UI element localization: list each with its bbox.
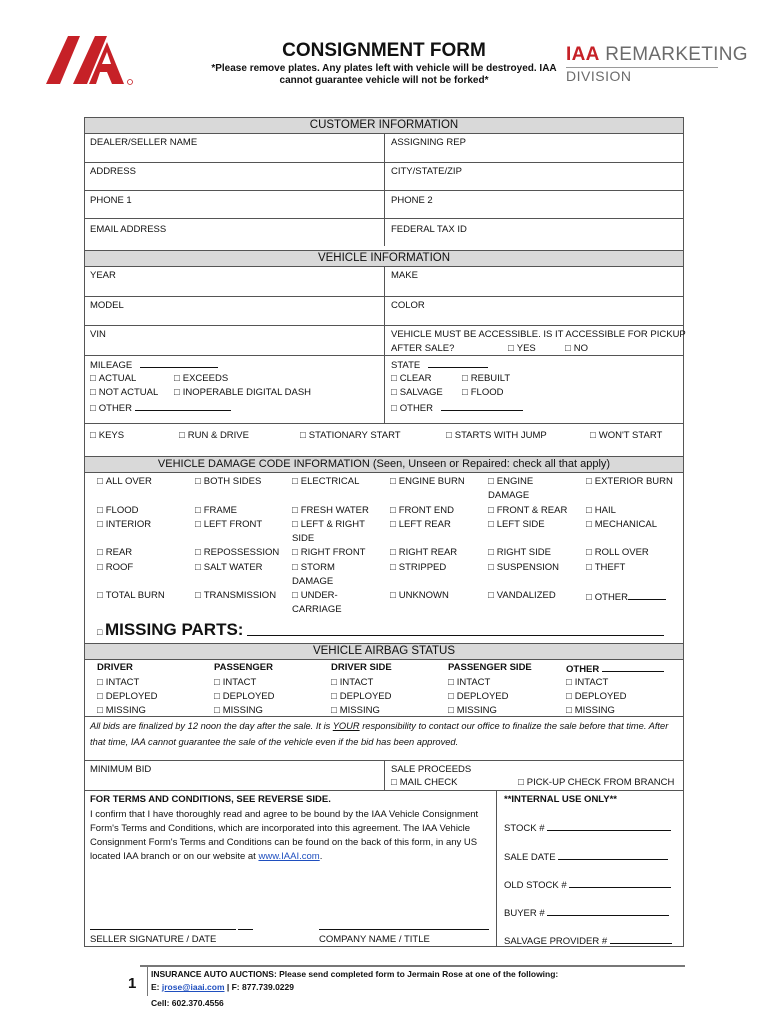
damage-roof[interactable]: □ ROOF bbox=[97, 562, 133, 574]
contact-email-link[interactable]: jrose@iaai.com bbox=[161, 982, 225, 992]
damage-other[interactable]: □ OTHER bbox=[586, 590, 666, 604]
damage-transmission[interactable]: □ TRANSMISSION bbox=[195, 590, 276, 602]
minimum-bid-field[interactable]: MINIMUM BID bbox=[90, 764, 152, 775]
dealer-name-field[interactable]: DEALER/SELLER NAME bbox=[90, 137, 198, 148]
terms-body: I confirm that I have thoroughly read and agree to be bound by the IAA Vehicle Consignment Form's Terms and Conditions, which are incorporated into this agreement. The IAA Vehicle Consignment Form's Terms and Conditions can be found on the back of this form, in any US located IAA branch or on our website at www.IAAI.com. bbox=[90, 809, 479, 862]
damage-unknown[interactable]: □ UNKNOWN bbox=[390, 590, 449, 602]
make-field[interactable]: MAKE bbox=[391, 270, 418, 281]
phone2-field[interactable]: PHONE 2 bbox=[391, 195, 433, 206]
internal-use-heading: **INTERNAL USE ONLY** bbox=[504, 794, 617, 805]
title-salvage-checkbox[interactable]: □ SALVAGE bbox=[391, 387, 443, 399]
missing-parts-line bbox=[247, 635, 664, 636]
damage-right-rear[interactable]: □ RIGHT REAR bbox=[390, 547, 457, 559]
airbag-section-heading: VEHICLE AIRBAG STATUS bbox=[84, 643, 684, 660]
airbag-col-passenger-side: PASSENGER SIDE bbox=[448, 662, 532, 673]
sale-date-field[interactable]: SALE DATE bbox=[504, 850, 668, 864]
form-title: CONSIGNMENT FORM bbox=[282, 40, 486, 61]
form-subtitle: *Please remove plates. Any plates left with vehicle will be destroyed. IAA cannot guarantee vehicle will not be forked* bbox=[211, 63, 557, 86]
vin-field[interactable]: VIN bbox=[90, 329, 106, 340]
footer-cell: Cell: 602.370.4556 bbox=[151, 998, 224, 1008]
airbag-driver-side-missing[interactable]: □ MISSING bbox=[331, 705, 380, 717]
mileage-other-checkbox[interactable]: □ OTHER bbox=[90, 401, 231, 415]
damage-hail[interactable]: □ HAIL bbox=[586, 505, 616, 517]
accessible-no-checkbox[interactable]: □ NO bbox=[565, 343, 588, 355]
damage-right-side[interactable]: □ RIGHT SIDE bbox=[488, 547, 551, 559]
airbag-other-missing[interactable]: □ MISSING bbox=[566, 705, 615, 717]
title-other-checkbox[interactable]: □ OTHER bbox=[391, 401, 523, 415]
airbag-passenger-intact[interactable]: □ INTACT bbox=[214, 677, 256, 689]
missing-parts-field[interactable]: □ MISSING PARTS: bbox=[97, 620, 244, 639]
airbag-col-driver: DRIVER bbox=[97, 662, 133, 673]
airbag-driver-side-intact[interactable]: □ INTACT bbox=[331, 677, 373, 689]
address-field[interactable]: ADDRESS bbox=[90, 166, 136, 177]
company-name-field[interactable]: COMPANY NAME / TITLE bbox=[319, 934, 430, 945]
tax-id-field[interactable]: FEDERAL TAX ID bbox=[391, 224, 467, 235]
damage-fresh-water[interactable]: □ FRESH WATER bbox=[292, 505, 369, 517]
email-field[interactable]: EMAIL ADDRESS bbox=[90, 224, 167, 235]
airbag-col-driver-side: DRIVER SIDE bbox=[331, 662, 392, 673]
airbag-passenger-side-deployed[interactable]: □ DEPLOYED bbox=[448, 691, 509, 703]
mileage-not-actual-checkbox[interactable]: □ NOT ACTUAL bbox=[90, 387, 158, 399]
pickup-check-checkbox[interactable]: □ PICK-UP CHECK FROM BRANCH bbox=[518, 777, 674, 789]
terms-heading: FOR TERMS AND CONDITIONS, SEE REVERSE SIDE. bbox=[90, 794, 331, 805]
damage-all-over[interactable]: □ ALL OVER bbox=[97, 476, 152, 488]
airbag-driver-deployed[interactable]: □ DEPLOYED bbox=[97, 691, 158, 703]
keys-checkbox[interactable]: □ KEYS bbox=[90, 430, 124, 442]
damage-left-side[interactable]: □ LEFT SIDE bbox=[488, 519, 545, 531]
website-link[interactable]: www.IAAI.com bbox=[258, 851, 320, 862]
damage-suspension[interactable]: □ SUSPENSION bbox=[488, 562, 559, 574]
accessible-question: VEHICLE MUST BE ACCESSIBLE. IS IT ACCESSIBLE FOR PICKUP bbox=[391, 329, 686, 340]
damage-exterior-burn[interactable]: □ EXTERIOR BURN bbox=[586, 476, 673, 488]
phone1-field[interactable]: PHONE 1 bbox=[90, 195, 132, 206]
accessible-question-2: AFTER SALE? bbox=[391, 343, 455, 354]
mail-check-checkbox[interactable]: □ MAIL CHECK bbox=[391, 777, 457, 789]
damage-engine-burn[interactable]: □ ENGINE BURN bbox=[390, 476, 465, 488]
damage-left-rear[interactable]: □ LEFT REAR bbox=[390, 519, 451, 531]
damage-rear[interactable]: □ REAR bbox=[97, 547, 132, 559]
color-field[interactable]: COLOR bbox=[391, 300, 425, 311]
damage-electrical[interactable]: □ ELECTRICAL bbox=[292, 476, 359, 488]
assigning-rep-field[interactable]: ASSIGNING REP bbox=[391, 137, 466, 148]
bid-finalization-notice: All bids are finalized by 12 noon the day after the sale. It is YOUR responsibility to contact our office to finalize the sale before that time. After that time, IAA cannot guarantee the sale of the vehicle even if the bid has been approved. bbox=[90, 721, 669, 747]
salvage-provider-field[interactable]: SALVAGE PROVIDER # bbox=[504, 934, 672, 948]
mileage-exceeds-checkbox[interactable]: □ EXCEEDS bbox=[174, 373, 228, 385]
airbag-driver-intact[interactable]: □ INTACT bbox=[97, 677, 139, 689]
damage-frame[interactable]: □ FRAME bbox=[195, 505, 237, 517]
damage-vandalized[interactable]: □ VANDALIZED bbox=[488, 590, 556, 602]
damage-front-rear[interactable]: □ FRONT & REAR bbox=[488, 505, 567, 517]
starts-with-jump-checkbox[interactable]: □ STARTS WITH JUMP bbox=[446, 430, 547, 442]
damage-salt-water[interactable]: □ SALT WATER bbox=[195, 562, 263, 574]
customer-section-heading: CUSTOMER INFORMATION bbox=[84, 117, 684, 134]
stationary-start-checkbox[interactable]: □ STATIONARY START bbox=[300, 430, 401, 442]
footer-contact-info: E: jrose@iaai.com | F: 877.739.0229 bbox=[151, 982, 294, 992]
damage-mechanical[interactable]: □ MECHANICAL bbox=[586, 519, 657, 531]
airbag-other-deployed[interactable]: □ DEPLOYED bbox=[566, 691, 627, 703]
buyer-number-field[interactable]: BUYER # bbox=[504, 906, 669, 920]
run-drive-checkbox[interactable]: □ RUN & DRIVE bbox=[179, 430, 249, 442]
brand-name: IAA REMARKETING bbox=[566, 44, 748, 65]
seller-signature-field[interactable]: SELLER SIGNATURE / DATE bbox=[90, 934, 217, 945]
year-field[interactable]: YEAR bbox=[90, 270, 116, 281]
airbag-col-other[interactable]: OTHER bbox=[566, 662, 664, 676]
brand-division: DIVISION bbox=[566, 68, 632, 84]
title-clear-checkbox[interactable]: □ CLEAR bbox=[391, 373, 431, 385]
damage-left-right-side-2: SIDE bbox=[292, 533, 315, 544]
damage-storm[interactable]: □ STORM bbox=[292, 562, 335, 574]
city-state-zip-field[interactable]: CITY/STATE/ZIP bbox=[391, 166, 462, 177]
damage-repossession[interactable]: □ REPOSSESSION bbox=[195, 547, 279, 559]
airbag-passenger-deployed[interactable]: □ DEPLOYED bbox=[214, 691, 275, 703]
footer-contact-line: INSURANCE AUTO AUCTIONS: Please send completed form to Jermain Rose at one of the following: bbox=[151, 969, 559, 979]
damage-both-sides[interactable]: □ BOTH SIDES bbox=[195, 476, 261, 488]
damage-section-heading: VEHICLE DAMAGE CODE INFORMATION (Seen, Unseen or Repaired: check all that apply) bbox=[84, 456, 684, 473]
stock-number-field[interactable]: STOCK # bbox=[504, 821, 671, 835]
damage-theft[interactable]: □ THEFT bbox=[586, 562, 625, 574]
page-number: 1 bbox=[128, 975, 137, 992]
damage-engine-damage-2: DAMAGE bbox=[488, 490, 530, 501]
mileage-actual-checkbox[interactable]: □ ACTUAL bbox=[90, 373, 136, 385]
airbag-passenger-missing[interactable]: □ MISSING bbox=[214, 705, 263, 717]
airbag-other-intact[interactable]: □ INTACT bbox=[566, 677, 608, 689]
damage-engine-damage[interactable]: □ ENGINE bbox=[488, 476, 533, 488]
wont-start-checkbox[interactable]: □ WON'T START bbox=[590, 430, 662, 442]
mileage-inoperable-checkbox[interactable]: □ INOPERABLE DIGITAL DASH bbox=[174, 387, 311, 399]
title-rebuilt-checkbox[interactable]: □ REBUILT bbox=[462, 373, 510, 385]
damage-stripped[interactable]: □ STRIPPED bbox=[390, 562, 446, 574]
footer-divider bbox=[140, 965, 685, 967]
old-stock-field[interactable]: OLD STOCK # bbox=[504, 878, 671, 892]
damage-flood[interactable]: □ FLOOD bbox=[97, 505, 138, 517]
sale-proceeds-label: SALE PROCEEDS bbox=[391, 764, 472, 775]
damage-left-front[interactable]: □ LEFT FRONT bbox=[195, 519, 262, 531]
airbag-col-passenger: PASSENGER bbox=[214, 662, 273, 673]
airbag-passenger-side-missing[interactable]: □ MISSING bbox=[448, 705, 497, 717]
airbag-driver-missing[interactable]: □ MISSING bbox=[97, 705, 146, 717]
model-field[interactable]: MODEL bbox=[90, 300, 124, 311]
title-flood-checkbox[interactable]: □ FLOOD bbox=[462, 387, 503, 399]
mileage-field[interactable]: MILEAGE bbox=[90, 358, 218, 372]
damage-interior[interactable]: □ INTERIOR bbox=[97, 519, 151, 531]
vehicle-section-heading: VEHICLE INFORMATION bbox=[84, 250, 684, 267]
airbag-passenger-side-intact[interactable]: □ INTACT bbox=[448, 677, 490, 689]
damage-left-right-side[interactable]: □ LEFT & RIGHT bbox=[292, 519, 365, 531]
damage-storm-2: DAMAGE bbox=[292, 576, 334, 587]
airbag-driver-side-deployed[interactable]: □ DEPLOYED bbox=[331, 691, 392, 703]
accessible-yes-checkbox[interactable]: □ YES bbox=[508, 343, 536, 355]
damage-roll-over[interactable]: □ ROLL OVER bbox=[586, 547, 649, 559]
damage-total-burn[interactable]: □ TOTAL BURN bbox=[97, 590, 165, 602]
damage-right-front[interactable]: □ RIGHT FRONT bbox=[292, 547, 366, 559]
damage-undercarriage-2: CARRIAGE bbox=[292, 604, 342, 615]
damage-undercarriage[interactable]: □ UNDER- bbox=[292, 590, 338, 602]
damage-front-end[interactable]: □ FRONT END bbox=[390, 505, 454, 517]
title-state-field[interactable]: STATE bbox=[391, 358, 488, 372]
